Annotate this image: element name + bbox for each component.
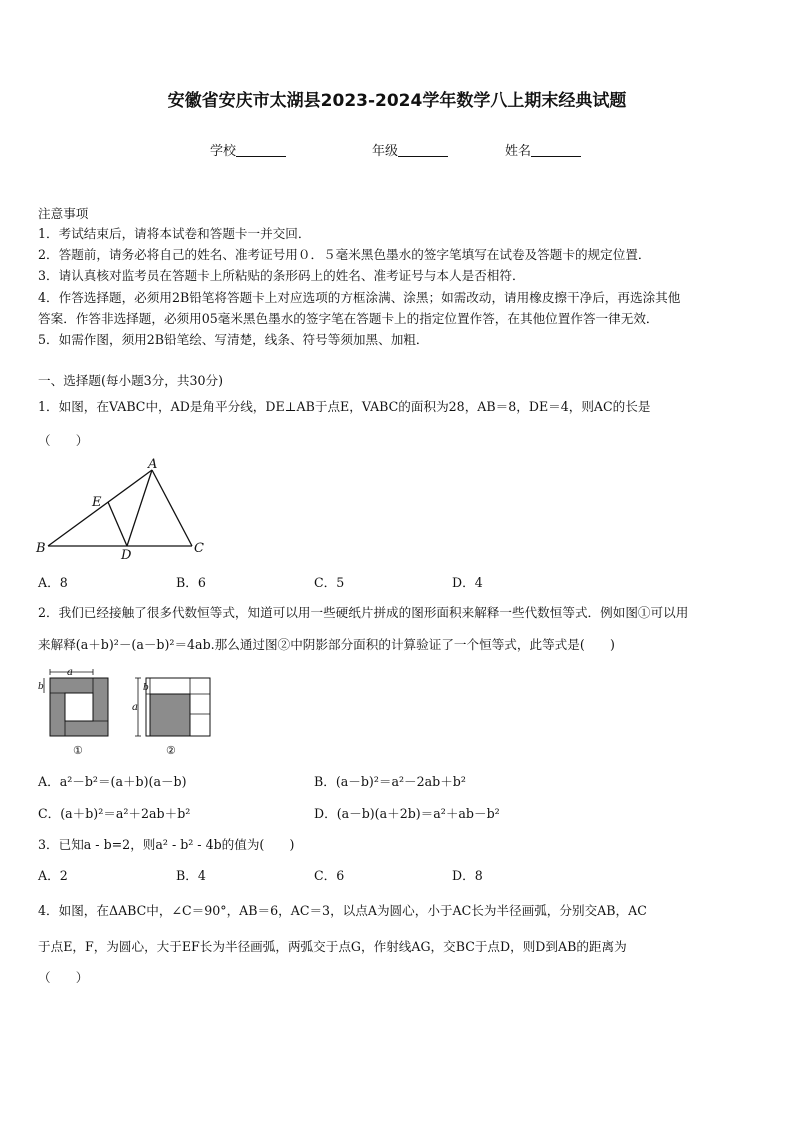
option-b: B．6	[176, 575, 206, 590]
note-item: 3．请认真核对监考员在答题卡上所粘贴的条形码上的姓名、准考证号与本人是否相符．	[38, 268, 525, 283]
vertex-label-a: A	[148, 457, 158, 472]
note-item: 2．答题前，请务必将自己的姓名、准考证号用０．５毫米黑色墨水的签字笔填写在试卷及答题卡的规定位置．	[38, 247, 651, 262]
question-4-text: 4．如图，在ΔABC中，∠C＝90°，AB＝6，AC＝3，以点A为圆心，小于AC长为半径画弧，分别交AB，AC	[38, 903, 647, 918]
question-2-text-cont: 来解释(a＋b)²－(a－b)²＝4ab.那么通过图②中阴影部分面积的计算验证了一个恒等式，此等式是( )	[38, 637, 615, 652]
option-a: A．2	[38, 868, 68, 883]
vertex-label-c: C	[194, 541, 204, 556]
fig1-label-a: a	[67, 667, 73, 678]
question-4-text-cont: 于点E，F，为圆心，大于EF长为半径画弧，两弧交于点G，作射线AG，交BC于点D，则D到AB的距离为	[38, 939, 627, 954]
note-item: 4．作答选择题，必须用2B铅笔将答题卡上对应选项的方框涂满、涂黑；如需改动，请用橡皮擦干净后，再选涂其他	[38, 290, 681, 305]
option-b: B．(a－b)²＝a²－2ab＋b²	[314, 774, 466, 789]
fig2-label-a: a	[132, 702, 138, 713]
option-c: C．(a＋b)²＝a²＋2ab＋b²	[38, 806, 191, 821]
figure-1	[38, 667, 108, 757]
question-3-text: 3．已知a - b=2，则a² - b² - 4b的值为( )	[38, 837, 295, 852]
fig2-label-b: b	[143, 683, 149, 693]
grade-field: 年级	[372, 140, 448, 159]
question-4-answer-paren: （ ）	[38, 970, 89, 985]
section-heading: 一、选择题(每小题3分，共30分)	[38, 373, 223, 388]
figure-2-caption: ②	[166, 744, 176, 757]
triangle-abc-figure	[34, 456, 214, 564]
note-item: 1．考试结束后，请将本试卷和答题卡一并交回．	[38, 226, 311, 241]
school-field: 学校	[210, 140, 286, 159]
option-d: D．8	[452, 868, 483, 883]
vertex-label-b: B	[36, 541, 46, 556]
option-c: C．5	[314, 575, 345, 590]
question-1-answer-paren: （ ）	[38, 433, 89, 448]
name-field: 姓名	[505, 140, 581, 159]
question-2-text: 2．我们已经接触了很多代数恒等式，知道可以用一些硬纸片拼成的图形面积来解释一些代数恒等式．例如图①可以用	[38, 605, 689, 620]
page-title: 安徽省安庆市太湖县2023-2024学年数学八上期末经典试题	[167, 91, 627, 111]
option-d: D．(a－b)(a＋2b)＝a²＋ab－b²	[314, 806, 500, 821]
identity-figures	[34, 666, 224, 760]
figure-2	[132, 678, 210, 757]
option-a: A．8	[38, 575, 68, 590]
note-item: 5．如需作图，须用2B铅笔绘、写清楚，线条、符号等须加黑、加粗．	[38, 332, 429, 347]
fig1-label-b: b	[38, 682, 44, 692]
figure-1-caption: ①	[73, 744, 83, 757]
point-label-d: D	[121, 548, 132, 563]
option-b: B．4	[176, 868, 206, 883]
notes-heading: 注意事项	[38, 206, 89, 221]
question-1-text: 1．如图，在VABC中，AD是角平分线，DE⊥AB于点E，VABC的面积为28，AB＝8，DE＝4，则AC的长是	[38, 399, 651, 414]
option-d: D．4	[452, 575, 483, 590]
option-c: C．6	[314, 868, 345, 883]
note-item: 答案．作答非选择题，必须用05毫米黑色墨水的签字笔在答题卡上的指定位置作答，在其他位置作答一律无效．	[38, 311, 659, 326]
point-label-e: E	[92, 495, 102, 510]
option-a: A．a²－b²＝(a＋b)(a－b)	[38, 774, 187, 789]
